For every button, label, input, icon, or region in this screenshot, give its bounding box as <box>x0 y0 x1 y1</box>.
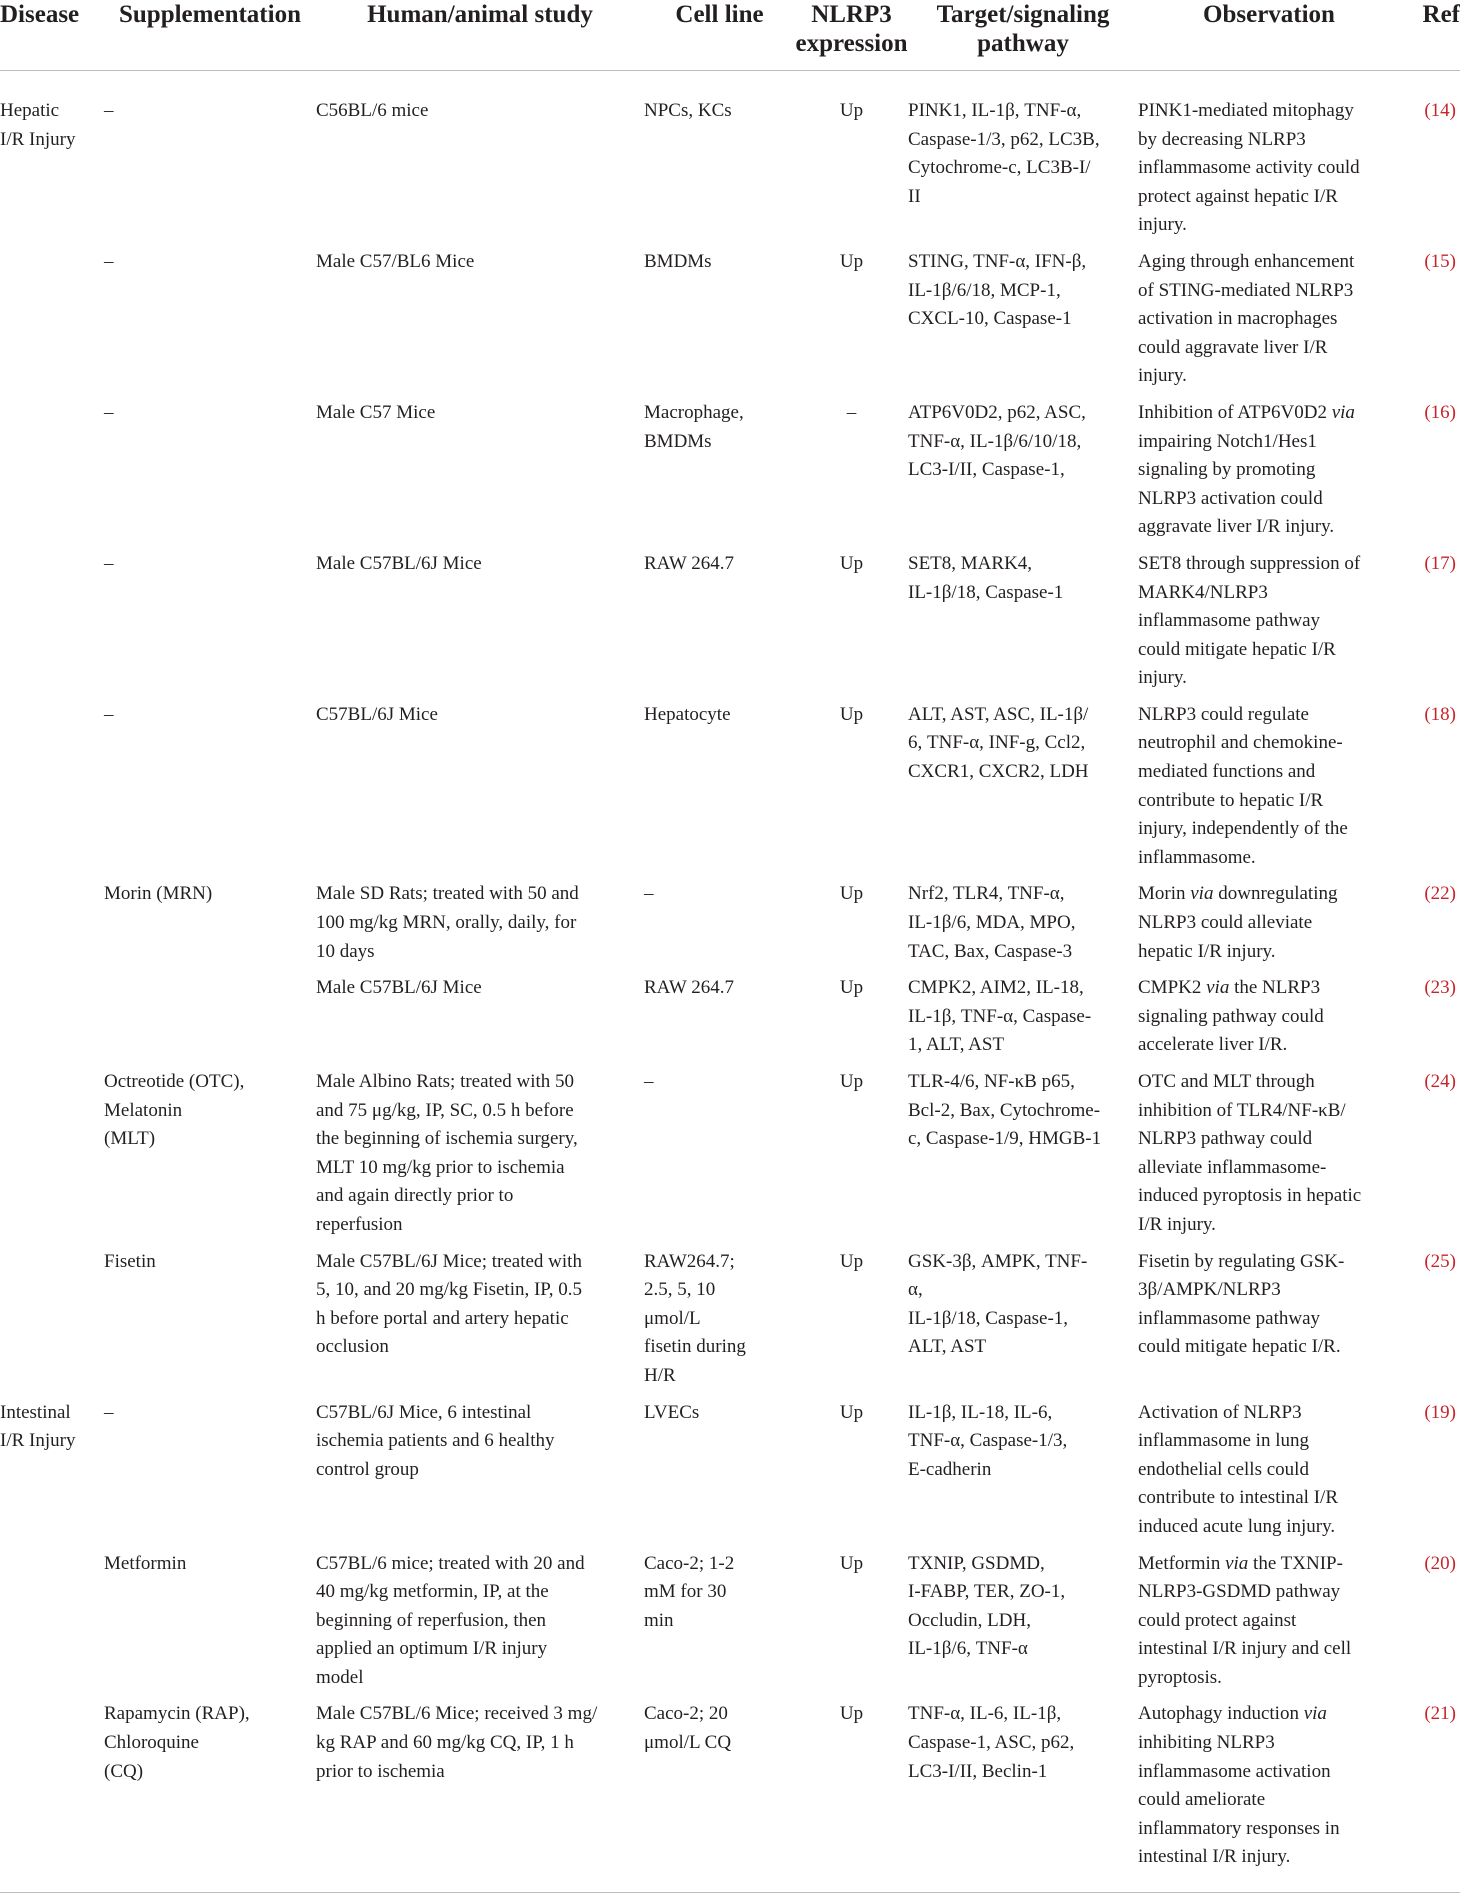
cell-supplementation: – <box>104 552 114 574</box>
cell-ref[interactable]: (17) <box>1424 552 1456 574</box>
table-row <box>0 880 1460 974</box>
cell-disease <box>0 399 104 550</box>
cell-cell-line: Caco-2; 1-2 mM for 30 min <box>644 1552 735 1631</box>
cell-observation: PINK1-mediated mitophagy by decreasing NLRP3 inflammasome activity could protect against hepatic I/R injury. <box>1138 100 1360 236</box>
cell-target: CMPK2, AIM2, IL-18, IL-1β, TNF-α, Caspase- 1, ALT, AST <box>908 977 1092 1056</box>
cell-disease: Hepatic I/R Injury <box>0 100 76 150</box>
table-row <box>0 399 1460 550</box>
cell-study: Male Albino Rats; treated with 50 and 75 μg/kg, IP, SC, 0.5 h before the beginning of ischemia surgery, MLT 10 mg/kg prior to ischemia and again directly prior to reperfusion <box>316 1071 578 1235</box>
cell-study: Male C57BL/6J Mice <box>316 977 482 999</box>
cell-nlrp3: Up <box>839 1552 864 1574</box>
cell-target: TNF-α, IL-6, IL-1β, Caspase-1, ASC, p62, LC3-I/II, Beclin-1 <box>908 1703 1075 1782</box>
cell-target: GSK-3β, AMPK, TNF- α, IL-1β/18, Caspase-1, ALT, AST <box>908 1250 1088 1358</box>
cell-disease <box>0 248 104 399</box>
cell-ref[interactable]: (24) <box>1424 1071 1456 1092</box>
cell-cell-line: BMDMs <box>644 250 712 272</box>
table-row <box>0 550 1460 701</box>
cell-disease <box>0 880 104 974</box>
cell-cell-line: Macrophage, BMDMs <box>644 401 744 452</box>
cell-study: Male SD Rats; treated with 50 and 100 mg/kg MRN, orally, daily, for 10 days <box>316 883 579 962</box>
table-bottom-rule <box>0 1892 1460 1893</box>
cell-cell-line: – <box>644 883 654 905</box>
cell-disease <box>0 1068 104 1248</box>
cell-observation: CMPK2 via the NLRP3 signaling pathway could accelerate liver I/R. <box>1138 977 1324 1056</box>
header-observation: Observation <box>1138 0 1400 71</box>
cell-nlrp3: Up <box>839 1401 864 1423</box>
cell-observation: Morin via downregulating NLRP3 could alleviate hepatic I/R injury. <box>1138 883 1338 962</box>
cell-ref[interactable]: (18) <box>1424 703 1456 725</box>
table-row <box>0 1399 1460 1550</box>
cell-nlrp3: Up <box>839 883 864 905</box>
cell-disease <box>0 550 104 701</box>
cell-target: SET8, MARK4, IL-1β/18, Caspase-1 <box>908 552 1064 603</box>
cell-nlrp3: Up <box>839 100 864 121</box>
cell-disease <box>0 701 104 881</box>
cell-ref[interactable]: (19) <box>1424 1401 1456 1423</box>
cell-study: C56BL/6 mice <box>316 100 429 121</box>
table-row <box>0 1700 1460 1880</box>
cell-cell-line: RAW264.7; 2.5, 5, 10 μmol/L fisetin during H/R <box>644 1250 746 1386</box>
cell-supplementation: – <box>104 100 114 121</box>
header-nlrp3: NLRP3 expression <box>795 0 908 71</box>
cell-observation: Fisetin by regulating GSK- 3β/AMPK/NLRP3 inflammasome pathway could mitigate hepatic I/R. <box>1138 1250 1345 1358</box>
cell-nlrp3: Up <box>839 552 864 574</box>
cell-supplementation: – <box>104 703 114 725</box>
header-row <box>0 0 1460 71</box>
cell-cell-line: Hepatocyte <box>644 703 731 725</box>
cell-nlrp3: Up <box>839 1250 864 1272</box>
cell-target: Nrf2, TLR4, TNF-α, IL-1β/6, MDA, MPO, TAC, Bax, Caspase-3 <box>908 883 1076 962</box>
cell-observation: OTC and MLT through inhibition of TLR4/NF-κB/ NLRP3 pathway could alleviate inflammasome- induced pyroptosis in hepatic I/R injury. <box>1138 1071 1362 1235</box>
table-row <box>0 71 1460 248</box>
cell-cell-line: RAW 264.7 <box>644 552 734 574</box>
cell-supplementation: Octreotide (OTC), Melatonin (MLT) <box>104 1071 245 1150</box>
cell-ref[interactable]: (21) <box>1424 1703 1456 1725</box>
cell-study: C57BL/6J Mice <box>316 703 438 725</box>
cell-observation: Autophagy induction via inhibiting NLRP3 inflammasome activation could ameliorate inflammatory responses in intestinal I/R injury. <box>1138 1703 1340 1868</box>
table-row <box>0 701 1460 881</box>
cell-disease <box>0 974 104 1068</box>
cell-target: TLR-4/6, NF-κB p65, Bcl-2, Bax, Cytochrome- c, Caspase-1/9, HMGB-1 <box>908 1071 1102 1150</box>
header-ref: Ref <box>1400 0 1460 71</box>
cell-disease <box>0 1700 104 1880</box>
table-row <box>0 1068 1460 1248</box>
header-supplementation: Supplementation <box>104 0 316 71</box>
header-cell-line: Cell line <box>644 0 795 71</box>
cell-supplementation: Rapamycin (RAP), Chloroquine (CQ) <box>104 1703 250 1782</box>
cell-cell-line: NPCs, KCs <box>644 100 732 121</box>
cell-cell-line: Caco-2; 20 μmol/L CQ <box>644 1703 732 1754</box>
cell-observation: Aging through enhancement of STING-mediated NLRP3 activation in macrophages could aggravate liver I/R injury. <box>1138 250 1355 387</box>
cell-nlrp3: Up <box>839 1071 864 1092</box>
cell-ref[interactable]: (15) <box>1424 250 1456 272</box>
cell-cell-line: – <box>644 1071 654 1092</box>
cell-supplementation: – <box>104 401 114 423</box>
cell-disease <box>0 1248 104 1399</box>
cell-observation: Metformin via the TXNIP- NLRP3-GSDMD pathway could protect against intestinal I/R injury and cell pyroptosis. <box>1138 1552 1352 1688</box>
cell-target: IL-1β, IL-18, IL-6, TNF-α, Caspase-1/3, E-cadherin <box>908 1401 1068 1480</box>
cell-nlrp3: Up <box>839 977 864 999</box>
cell-nlrp3: Up <box>839 703 864 725</box>
header-study: Human/animal study <box>316 0 644 71</box>
cell-nlrp3: – <box>846 401 857 423</box>
cell-cell-line: LVECs <box>644 1401 700 1423</box>
cell-study: Male C57BL/6 Mice; received 3 mg/ kg RAP and 60 mg/kg CQ, IP, 1 h prior to ischemia <box>316 1703 598 1782</box>
cell-supplementation: Fisetin <box>104 1250 156 1272</box>
cell-ref[interactable]: (20) <box>1424 1552 1456 1574</box>
cell-observation: Activation of NLRP3 inflammasome in lung endothelial cells could contribute to intestinal I/R induced acute lung injury. <box>1138 1401 1338 1537</box>
cell-supplementation: Morin (MRN) <box>104 883 213 905</box>
cell-ref[interactable]: (14) <box>1424 100 1456 121</box>
cell-target: STING, TNF-α, IFN-β, IL-1β/6/18, MCP-1, CXCL-10, Caspase-1 <box>908 250 1087 330</box>
cell-nlrp3: Up <box>839 1703 864 1725</box>
cell-ref[interactable]: (22) <box>1424 883 1456 905</box>
cell-study: C57BL/6 mice; treated with 20 and 40 mg/kg metformin, IP, at the beginning of reperfusion, then applied an optimum I/R injury model <box>316 1552 585 1688</box>
cell-supplementation: Metformin <box>104 1552 187 1574</box>
cell-cell-line: RAW 264.7 <box>644 977 734 999</box>
cell-ref[interactable]: (23) <box>1424 977 1456 999</box>
header-target: Target/signaling pathway <box>908 0 1138 71</box>
table-row <box>0 248 1460 399</box>
cell-study: Male C57BL/6J Mice; treated with 5, 10, and 20 mg/kg Fisetin, IP, 0.5 h before portal and artery hepatic occlusion <box>316 1250 583 1358</box>
cell-supplementation: – <box>104 1401 114 1423</box>
table-row <box>0 974 1460 1068</box>
cell-study: Male C57/BL6 Mice <box>316 250 475 272</box>
cell-study: C57BL/6J Mice, 6 intestinal ischemia patients and 6 healthy control group <box>316 1401 555 1480</box>
cell-target: ALT, AST, ASC, IL-1β/ 6, TNF-α, INF-g, Ccl2, CXCR1, CXCR2, LDH <box>908 703 1089 783</box>
cell-supplementation <box>104 974 316 1068</box>
cell-observation: Inhibition of ATP6V0D2 via impairing Notch1/Hes1 signaling by promoting NLRP3 activation could aggravate liver I/R injury. <box>1138 401 1355 538</box>
header-disease: Disease <box>0 0 104 71</box>
cell-disease <box>0 1550 104 1701</box>
cell-disease: Intestinal I/R Injury <box>0 1401 76 1452</box>
cell-target: PINK1, IL-1β, TNF-α, Caspase-1/3, p62, LC3B, Cytochrome-c, LC3B-I/ II <box>908 100 1100 207</box>
cell-ref[interactable]: (16) <box>1424 401 1456 423</box>
cell-ref[interactable]: (25) <box>1424 1250 1456 1272</box>
cell-observation: NLRP3 could regulate neutrophil and chemokine- mediated functions and contribute to hepatic I/R injury, independently of the inflammasome. <box>1138 703 1348 868</box>
table-row <box>0 1248 1460 1399</box>
cell-supplementation: – <box>104 250 114 272</box>
table-row <box>0 1550 1460 1701</box>
cell-study: Male C57BL/6J Mice <box>316 552 482 574</box>
cell-target: TXNIP, GSDMD, I-FABP, TER, ZO-1, Occludin, LDH, IL-1β/6, TNF-α <box>908 1552 1066 1660</box>
cell-target: ATP6V0D2, p62, ASC, TNF-α, IL-1β/6/10/18, LC3-I/II, Caspase-1, <box>908 401 1086 481</box>
cell-study: Male C57 Mice <box>316 401 436 423</box>
cell-nlrp3: Up <box>839 250 864 272</box>
cell-observation: SET8 through suppression of MARK4/NLRP3 inflammasome pathway could mitigate hepatic I/R injury. <box>1138 552 1361 689</box>
